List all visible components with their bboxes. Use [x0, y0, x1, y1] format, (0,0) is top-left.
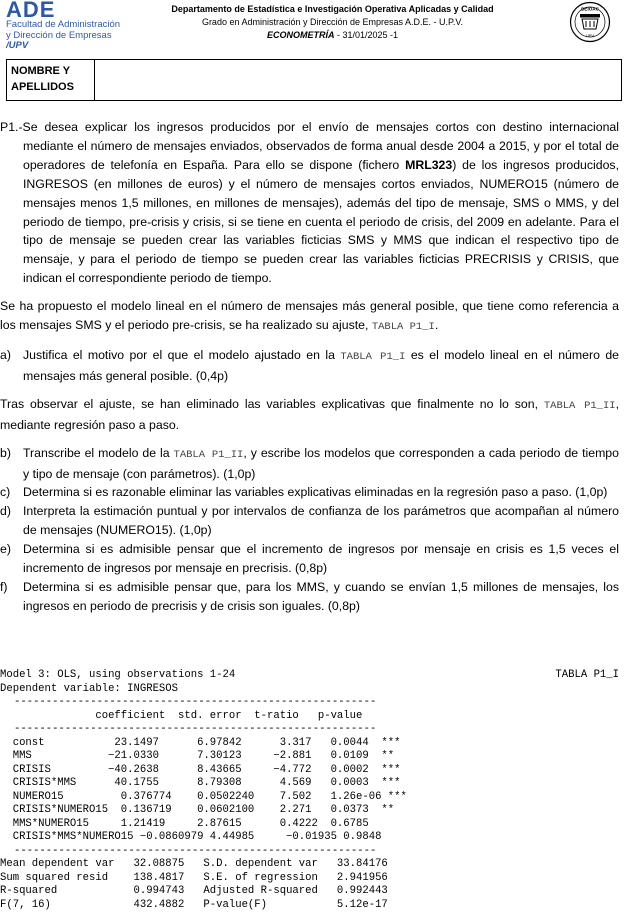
table-rule-bottom: --------------------------------------------------------- [14, 844, 377, 857]
stats-row: F(7, 16) 432.4882 P-value(F) 5.12e-17 [0, 898, 388, 911]
page-header [0, 0, 625, 56]
seal-text: DEIOAC [581, 6, 599, 12]
coef-row: MMS −21.0330 7.30123 −2.881 0.0109 ** [0, 750, 395, 762]
name-field-box [6, 59, 622, 101]
question-c: c) Determina si es razonable eliminar las variables explicativas eliminadas en la regresión paso a paso. (1,0p) [0, 485, 608, 500]
coef-row: CRISIS*MMS 40.1755 8.79308 4.569 0.0003 *** [0, 777, 401, 789]
table-column-header: coefficient std. error t-ratio p-value [0, 709, 363, 722]
coef-row: CRISIS*MMS*NUMERO15 −0.0860979 4.44985 −0.01935 0.9848 [0, 831, 382, 843]
name-field-input[interactable] [95, 60, 621, 100]
stats-row: Sum squared resid 138.4817 S.E. of regression 2.941956 [0, 871, 388, 884]
regression-output [0, 669, 625, 912]
university-seal-icon [569, 1, 611, 43]
logo-line-1: Facultad de Administración [6, 19, 121, 30]
stats-row: Mean dependent var 32.08875 S.D. dependent var 33.84176 [0, 858, 388, 870]
department-name: Departamento de Estadística e Investigación Operativa Aplicadas y Calidad [171, 4, 494, 14]
question-f: f) Determina si es admisible pensar que, para los MMS, y cuando se envían 1,5 millones de mensajes, los ingresos en periodo de precrisis y de crisis son iguales. (0,8p) [0, 579, 619, 613]
coef-row: MMS*NUMERO15 1.21419 2.87615 0.4222 0.6785 [0, 817, 369, 830]
header-text [140, 3, 525, 42]
question-e: e) Determina si es admisible pensar que el incremento de ingresos por mensaje en crisis es 1,5 veces el incremento de ingresos por mensaje en precrisis. (0,8p) [0, 542, 619, 576]
name-field-label: NOMBRE Y APELLIDOS [7, 60, 95, 100]
question-a: a) Justifica el motivo por el que el modelo ajustado en la TABLA P1_I es el modelo lineal en el número de mensajes más general posible. (0,4p) [0, 347, 620, 383]
faculty-logo [6, 0, 131, 51]
stats-row: R-squared 0.994743 Adjusted R-squared 0.992443 [0, 885, 388, 897]
table-tag: TABLA P1_I [555, 669, 619, 681]
question-b: b) Transcribe el modelo de la TABLA P1_II, y escribe los modelos que corresponden a cada periodo de tiempo y tipo de mensaje (con parámetros). (1,0p) [0, 445, 619, 481]
svg-text:UPV: UPV [585, 33, 595, 38]
degree-name: Grado en Administración y Dirección de Empresas A.D.E. - U.P.V. [201, 17, 464, 27]
model-proposal-paragraph: Se ha propuesto el modelo lineal en el número de mensajes más general posible, que tiene como referencia a los mensajes SMS y el periodo pre-crisis, se ha realizado su ajuste, TABLA P1_I. [0, 299, 619, 334]
problem-statement [0, 118, 625, 616]
dependent-variable-line: Dependent variable: INGRESOS [0, 682, 179, 695]
coef-row: const 23.1497 6.97842 3.317 0.0044 *** [0, 736, 401, 749]
logo-line-2: y Dirección de Empresas /UPV [6, 29, 112, 51]
logo-mark: ADE [6, 0, 56, 22]
stepwise-paragraph: Tras observar el ajuste, se han eliminado las variables explicativas que finalmente no lo son, TABLA P1_II, mediante regresión paso a paso. [0, 396, 620, 432]
table-rule-mid: --------------------------------------------------------- [14, 723, 377, 735]
problem-intro: P1.-Se desea explicar los ingresos producidos por el envío de mensajes cortos con destino internacional mediante el número de mensajes enviados, observados de forma anual desde 2004 a 2015, y por el total de operadores de telefonía en España. Para ello se dispone (fichero MRL323) de los ingresos producidos, INGRESOS (en millones de euros) y el número de mensajes cortos enviados, NUMERO15 (número de mensajes menos 1,5 millones, en millones de mensajes), además del tipo de mensaje, SMS o MMS, y del periodo de tiempo, pre-crisis y crisis, si se tiene en cuenta el periodo de crisis, del 2009 en adelante. Para el tipo de mensaje se pueden crear las variables ficticias SMS y MMS que indican el respectivo tipo de mensaje, y para el periodo de tiempo se pueden crear las variables ficticias PRECRISIS y CRISIS, que indican el correspondiente periodo de tiempo. [0, 120, 619, 286]
model-title-line: Model 3: OLS, using observations 1-24 TABLA P1_I [0, 669, 619, 681]
exam-line: ECONOMETRÍA - 31/01/2025 -1 [266, 30, 399, 40]
coef-row: CRISIS*NUMERO15 0.136719 0.0602100 2.271 0.0373 ** [0, 804, 395, 816]
table-rule-top: --------------------------------------------------------- [14, 696, 377, 708]
coef-row: NUMERO15 0.376774 0.0502240 7.502 1.26e-06 *** [0, 790, 407, 803]
question-d: d) Interpreta la estimación puntual y por intervalos de confianza de los parámetros que acompañan al número de mensajes (NUMERO15). (1,0p) [0, 504, 619, 538]
coef-row: CRISIS −40.2638 8.43665 −4.772 0.0002 *** [0, 763, 401, 776]
